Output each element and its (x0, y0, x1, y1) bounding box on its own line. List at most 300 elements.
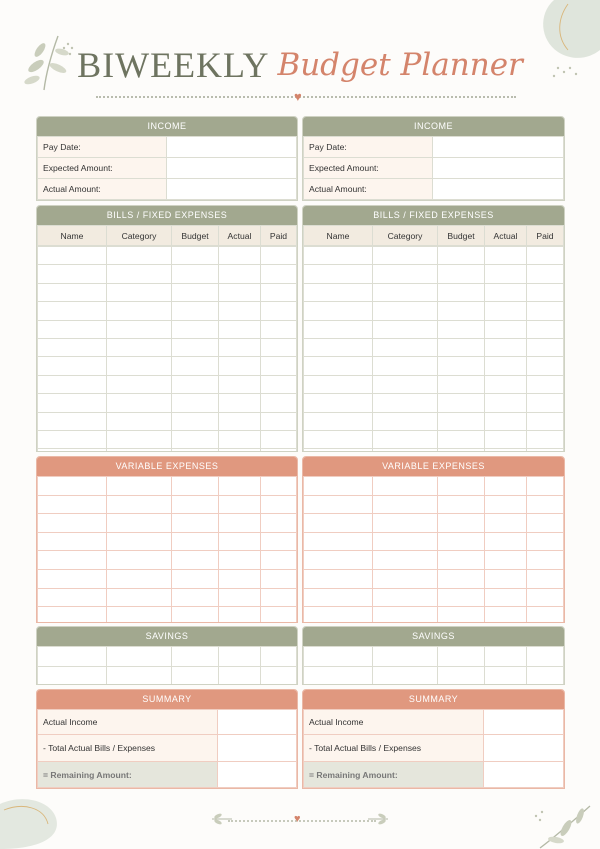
table-cell[interactable] (172, 607, 219, 623)
pay-date-field[interactable] (433, 137, 564, 158)
table-row (304, 607, 564, 623)
table-cell[interactable] (438, 449, 485, 452)
table-cell[interactable] (304, 247, 373, 265)
table-row (38, 449, 297, 452)
expected-amount-field[interactable] (433, 158, 564, 179)
table-cell[interactable] (373, 588, 438, 607)
table-cell[interactable] (304, 375, 373, 393)
total-bills-field[interactable] (484, 735, 564, 762)
table-cell[interactable] (172, 569, 219, 588)
table-cell[interactable] (485, 551, 527, 570)
total-bills-field[interactable] (218, 735, 297, 762)
table-cell[interactable] (373, 283, 438, 301)
table-row (304, 477, 564, 496)
table-cell[interactable] (261, 265, 297, 283)
total-bills-label: - Total Actual Bills / Expenses (38, 735, 218, 762)
table-cell[interactable] (172, 532, 219, 551)
table-cell[interactable] (261, 569, 297, 588)
table-cell[interactable] (38, 449, 107, 452)
table-cell[interactable] (107, 338, 172, 356)
expected-amount-label: Expected Amount: (38, 158, 167, 179)
table-cell[interactable] (38, 394, 107, 412)
table-cell[interactable] (261, 514, 297, 533)
table-cell[interactable] (219, 394, 261, 412)
variable-expenses-section-right (302, 456, 565, 623)
table-cell[interactable] (438, 302, 485, 320)
table-cell[interactable] (438, 394, 485, 412)
actual-amount-field[interactable] (433, 179, 564, 200)
table-cell[interactable] (219, 247, 261, 265)
table-cell[interactable] (527, 514, 564, 533)
title-divider (96, 96, 516, 102)
table-row (38, 477, 297, 496)
table-cell[interactable] (38, 375, 107, 393)
table-cell[interactable] (38, 647, 107, 667)
table-cell[interactable] (219, 532, 261, 551)
table-cell[interactable] (261, 551, 297, 570)
table-cell[interactable] (485, 495, 527, 514)
table-cell[interactable] (172, 265, 219, 283)
table-cell[interactable] (38, 430, 107, 448)
bills-grid[interactable] (303, 246, 564, 452)
table-cell[interactable] (107, 588, 172, 607)
table-cell[interactable] (304, 357, 373, 375)
col-budget: Budget (438, 226, 485, 246)
table-cell[interactable] (485, 532, 527, 551)
table-cell[interactable] (527, 569, 564, 588)
table-cell[interactable] (373, 449, 438, 452)
table-row (38, 430, 297, 448)
table-cell[interactable] (304, 607, 373, 623)
table-cell[interactable] (261, 357, 297, 375)
table-cell[interactable] (485, 283, 527, 301)
table-cell[interactable] (485, 357, 527, 375)
table-cell[interactable] (219, 320, 261, 338)
table-cell[interactable] (527, 357, 564, 375)
table-cell[interactable] (485, 449, 527, 452)
table-cell[interactable] (438, 357, 485, 375)
remaining-amount-field[interactable] (218, 762, 297, 788)
table-cell[interactable] (219, 302, 261, 320)
table-cell[interactable] (107, 394, 172, 412)
table-cell[interactable] (527, 320, 564, 338)
table-cell[interactable] (304, 449, 373, 452)
table-cell[interactable] (107, 607, 172, 623)
table-cell[interactable] (107, 449, 172, 452)
table-cell[interactable] (304, 412, 373, 430)
table-cell[interactable] (485, 607, 527, 623)
table-cell[interactable] (261, 247, 297, 265)
table-cell[interactable] (438, 247, 485, 265)
table-row (304, 357, 564, 375)
table-row (38, 338, 297, 356)
table-cell[interactable] (304, 320, 373, 338)
table-cell[interactable] (438, 430, 485, 448)
title-budget-planner: Budget Planner (277, 47, 523, 83)
table-cell[interactable] (219, 588, 261, 607)
table-cell[interactable] (373, 412, 438, 430)
table-row (38, 532, 297, 551)
table-row (304, 394, 564, 412)
table-cell[interactable] (219, 495, 261, 514)
table-cell[interactable] (261, 283, 297, 301)
table-cell[interactable] (485, 338, 527, 356)
col-paid: Paid (261, 226, 297, 246)
table-cell[interactable] (261, 532, 297, 551)
table-cell[interactable] (261, 647, 297, 667)
table-row (38, 495, 297, 514)
table-cell[interactable] (107, 375, 172, 393)
table-cell[interactable] (219, 477, 261, 496)
table-cell[interactable] (261, 495, 297, 514)
table-cell[interactable] (107, 551, 172, 570)
table-cell[interactable] (219, 647, 261, 667)
table-cell[interactable] (219, 265, 261, 283)
table-cell[interactable] (107, 495, 172, 514)
table-cell[interactable] (172, 477, 219, 496)
savings-header: SAVINGS (303, 627, 564, 646)
table-cell[interactable] (107, 667, 172, 686)
actual-amount-label: Actual Amount: (38, 179, 167, 200)
table-cell[interactable] (438, 667, 485, 686)
col-category: Category (107, 226, 172, 246)
table-cell[interactable] (172, 412, 219, 430)
bills-section-left (36, 205, 298, 452)
table-cell[interactable] (38, 283, 107, 301)
table-cell[interactable] (304, 495, 373, 514)
heart-icon: ♥ (294, 813, 301, 825)
table-cell[interactable] (373, 394, 438, 412)
table-cell[interactable] (304, 588, 373, 607)
table-cell[interactable] (261, 430, 297, 448)
table-cell[interactable] (107, 412, 172, 430)
table-cell[interactable] (38, 477, 107, 496)
table-cell[interactable] (373, 569, 438, 588)
table-cell[interactable] (485, 265, 527, 283)
table-cell[interactable] (172, 551, 219, 570)
table-cell[interactable] (373, 514, 438, 533)
table-row (38, 247, 297, 265)
total-bills-label: - Total Actual Bills / Expenses (304, 735, 484, 762)
table-cell[interactable] (261, 338, 297, 356)
table-cell[interactable] (304, 551, 373, 570)
table-cell[interactable] (304, 667, 373, 686)
table-row (38, 357, 297, 375)
table-row (304, 283, 564, 301)
table-cell[interactable] (219, 357, 261, 375)
col-paid: Paid (527, 226, 564, 246)
table-cell[interactable] (527, 551, 564, 570)
table-row (38, 320, 297, 338)
table-cell[interactable] (107, 320, 172, 338)
table-cell[interactable] (219, 569, 261, 588)
bills-grid[interactable] (37, 246, 297, 452)
table-cell[interactable] (485, 667, 527, 686)
table-row (38, 375, 297, 393)
actual-amount-label: Actual Amount: (304, 179, 433, 200)
table-cell[interactable] (172, 588, 219, 607)
table-cell[interactable] (38, 412, 107, 430)
table-cell[interactable] (172, 430, 219, 448)
table-cell[interactable] (219, 551, 261, 570)
table-cell[interactable] (527, 647, 564, 667)
table-cell[interactable] (373, 477, 438, 496)
table-cell[interactable] (527, 283, 564, 301)
table-cell[interactable] (304, 430, 373, 448)
table-cell[interactable] (304, 338, 373, 356)
table-cell[interactable] (38, 320, 107, 338)
table-row (304, 551, 564, 570)
table-cell[interactable] (527, 375, 564, 393)
table-cell[interactable] (527, 247, 564, 265)
table-cell[interactable] (485, 647, 527, 667)
table-cell[interactable] (219, 412, 261, 430)
col-category: Category (373, 226, 438, 246)
table-row (304, 412, 564, 430)
variable-expenses-grid[interactable] (303, 476, 564, 623)
table-cell[interactable] (485, 569, 527, 588)
table-cell[interactable] (527, 495, 564, 514)
table-row (304, 302, 564, 320)
table-cell[interactable] (304, 283, 373, 301)
table-cell[interactable] (304, 265, 373, 283)
table-cell[interactable] (485, 375, 527, 393)
table-cell[interactable] (219, 607, 261, 623)
variable-expenses-header: VARIABLE EXPENSES (303, 457, 564, 476)
watercolor-blob-icon (0, 790, 90, 849)
table-cell[interactable] (373, 430, 438, 448)
table-cell[interactable] (107, 265, 172, 283)
table-cell[interactable] (438, 647, 485, 667)
table-cell[interactable] (107, 430, 172, 448)
savings-section-right (302, 626, 565, 685)
table-cell[interactable] (304, 647, 373, 667)
table-cell[interactable] (107, 514, 172, 533)
income-section-right (302, 116, 565, 201)
table-cell[interactable] (527, 302, 564, 320)
variable-expenses-grid[interactable] (37, 476, 297, 623)
table-cell[interactable] (438, 320, 485, 338)
table-cell[interactable] (438, 412, 485, 430)
table-cell[interactable] (172, 495, 219, 514)
savings-grid[interactable] (37, 646, 297, 685)
table-cell[interactable] (527, 338, 564, 356)
col-actual: Actual (485, 226, 527, 246)
col-name: Name (304, 226, 373, 246)
table-cell[interactable] (261, 667, 297, 686)
table-cell[interactable] (373, 495, 438, 514)
table-cell[interactable] (38, 247, 107, 265)
table-cell[interactable] (485, 412, 527, 430)
table-cell[interactable] (107, 569, 172, 588)
table-cell[interactable] (38, 588, 107, 607)
table-cell[interactable] (527, 430, 564, 448)
table-cell[interactable] (485, 588, 527, 607)
table-cell[interactable] (107, 647, 172, 667)
table-cell[interactable] (485, 394, 527, 412)
table-row (38, 551, 297, 570)
table-cell[interactable] (527, 477, 564, 496)
table-row (304, 449, 564, 452)
table-cell[interactable] (485, 320, 527, 338)
table-cell[interactable] (485, 302, 527, 320)
table-cell[interactable] (219, 283, 261, 301)
table-cell[interactable] (261, 302, 297, 320)
table-row (304, 375, 564, 393)
table-cell[interactable] (373, 265, 438, 283)
table-cell[interactable] (373, 647, 438, 667)
table-row (38, 302, 297, 320)
table-cell[interactable] (373, 247, 438, 265)
table-cell[interactable] (373, 551, 438, 570)
table-cell[interactable] (172, 375, 219, 393)
table-row (304, 588, 564, 607)
table-row (304, 532, 564, 551)
table-cell[interactable] (527, 265, 564, 283)
table-cell[interactable] (438, 477, 485, 496)
table-cell[interactable] (38, 607, 107, 623)
table-cell[interactable] (38, 551, 107, 570)
table-cell[interactable] (438, 283, 485, 301)
table-cell[interactable] (373, 607, 438, 623)
pay-date-field[interactable] (167, 137, 297, 158)
table-cell[interactable] (261, 449, 297, 452)
table-cell[interactable] (261, 588, 297, 607)
table-cell[interactable] (527, 588, 564, 607)
table-cell[interactable] (304, 569, 373, 588)
table-cell[interactable] (261, 320, 297, 338)
table-cell[interactable] (219, 430, 261, 448)
table-cell[interactable] (304, 302, 373, 320)
table-cell[interactable] (219, 514, 261, 533)
table-cell[interactable] (172, 514, 219, 533)
table-cell[interactable] (438, 495, 485, 514)
actual-income-field[interactable] (484, 710, 564, 735)
table-cell[interactable] (485, 514, 527, 533)
table-cell[interactable] (107, 357, 172, 375)
table-cell[interactable] (438, 551, 485, 570)
table-cell[interactable] (219, 375, 261, 393)
table-cell[interactable] (527, 412, 564, 430)
table-cell[interactable] (38, 302, 107, 320)
table-cell[interactable] (373, 320, 438, 338)
table-cell[interactable] (107, 247, 172, 265)
table-cell[interactable] (438, 338, 485, 356)
table-cell[interactable] (38, 495, 107, 514)
table-row (304, 495, 564, 514)
table-cell[interactable] (438, 607, 485, 623)
table-cell[interactable] (38, 357, 107, 375)
table-cell[interactable] (261, 477, 297, 496)
table-cell[interactable] (304, 514, 373, 533)
table-cell[interactable] (38, 569, 107, 588)
actual-amount-field[interactable] (167, 179, 297, 200)
table-cell[interactable] (219, 667, 261, 686)
table-cell[interactable] (172, 667, 219, 686)
table-cell[interactable] (38, 667, 107, 686)
table-cell[interactable] (38, 338, 107, 356)
table-cell[interactable] (107, 532, 172, 551)
table-cell[interactable] (38, 532, 107, 551)
table-row (304, 647, 564, 667)
pay-date-label: Pay Date: (38, 137, 167, 158)
table-cell[interactable] (172, 302, 219, 320)
table-cell[interactable] (172, 357, 219, 375)
table-cell[interactable] (373, 338, 438, 356)
table-cell[interactable] (172, 449, 219, 452)
table-cell[interactable] (38, 514, 107, 533)
table-row (38, 412, 297, 430)
table-cell[interactable] (527, 667, 564, 686)
table-cell[interactable] (373, 375, 438, 393)
variable-expenses-header: VARIABLE EXPENSES (37, 457, 297, 476)
table-cell[interactable] (172, 647, 219, 667)
table-cell[interactable] (261, 412, 297, 430)
table-row (38, 647, 297, 667)
remaining-amount-field[interactable] (484, 762, 564, 788)
table-cell[interactable] (107, 477, 172, 496)
bills-header: BILLS / FIXED EXPENSES (37, 206, 297, 225)
table-cell[interactable] (527, 532, 564, 551)
table-cell[interactable] (485, 477, 527, 496)
table-row (38, 514, 297, 533)
table-cell[interactable] (527, 449, 564, 452)
table-cell[interactable] (219, 449, 261, 452)
remaining-amount-label: = Remaining Amount: (38, 762, 218, 788)
table-cell[interactable] (527, 394, 564, 412)
actual-income-field[interactable] (218, 710, 297, 735)
table-cell[interactable] (438, 569, 485, 588)
actual-income-label: Actual Income (38, 710, 218, 735)
table-cell[interactable] (438, 588, 485, 607)
table-cell[interactable] (438, 375, 485, 393)
table-cell[interactable] (373, 357, 438, 375)
table-cell[interactable] (172, 283, 219, 301)
table-cell[interactable] (438, 532, 485, 551)
table-cell[interactable] (304, 532, 373, 551)
table-cell[interactable] (261, 394, 297, 412)
pay-date-label: Pay Date: (304, 137, 433, 158)
table-cell[interactable] (304, 394, 373, 412)
bills-header: BILLS / FIXED EXPENSES (303, 206, 564, 225)
table-cell[interactable] (107, 302, 172, 320)
table-cell[interactable] (172, 247, 219, 265)
table-cell[interactable] (373, 667, 438, 686)
table-cell[interactable] (373, 302, 438, 320)
table-cell[interactable] (261, 607, 297, 623)
table-cell[interactable] (485, 247, 527, 265)
table-cell[interactable] (219, 338, 261, 356)
table-cell[interactable] (438, 514, 485, 533)
table-cell[interactable] (261, 375, 297, 393)
table-cell[interactable] (107, 283, 172, 301)
table-cell[interactable] (172, 394, 219, 412)
table-cell[interactable] (373, 532, 438, 551)
table-cell[interactable] (527, 607, 564, 623)
table-cell[interactable] (172, 338, 219, 356)
savings-grid[interactable] (303, 646, 564, 685)
table-row (304, 430, 564, 448)
table-cell[interactable] (304, 477, 373, 496)
expected-amount-field[interactable] (167, 158, 297, 179)
table-cell[interactable] (485, 430, 527, 448)
table-row (304, 247, 564, 265)
table-row (304, 320, 564, 338)
table-cell[interactable] (172, 320, 219, 338)
col-budget: Budget (172, 226, 219, 246)
table-cell[interactable] (438, 265, 485, 283)
table-cell[interactable] (38, 265, 107, 283)
